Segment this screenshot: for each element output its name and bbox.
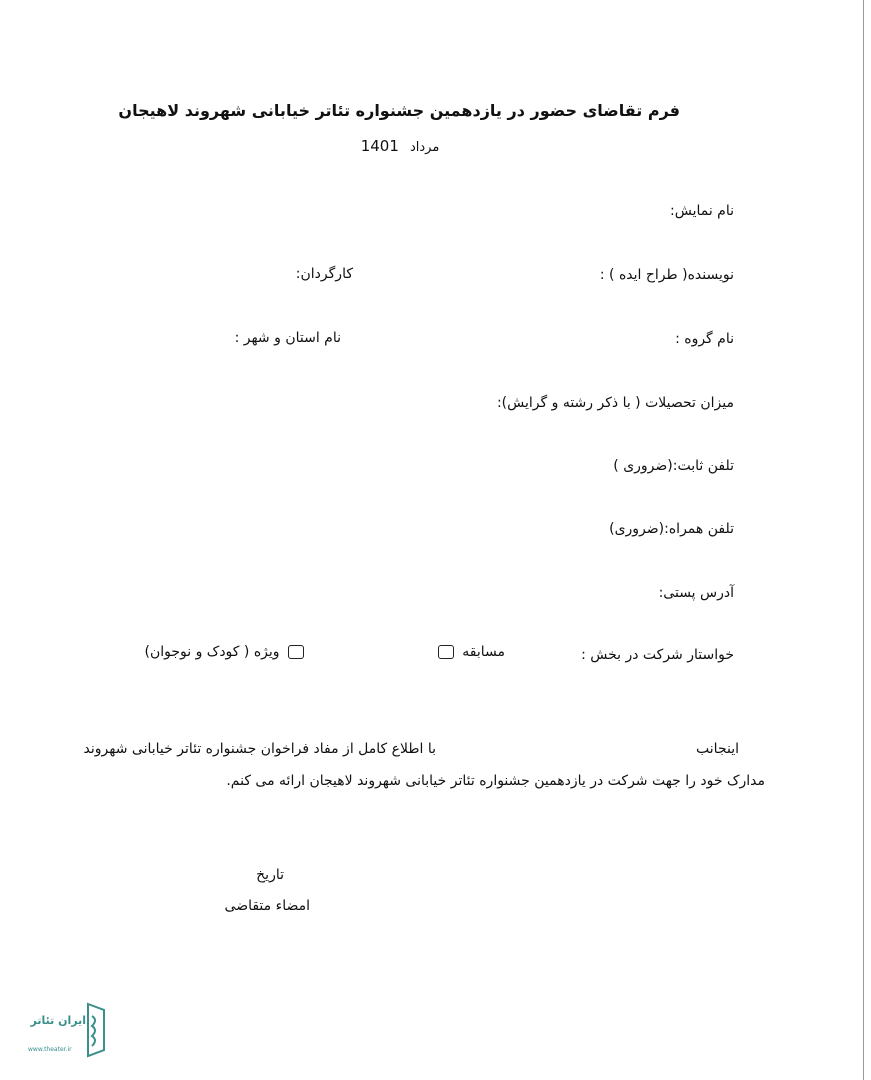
section-choice-label: خواستار شرکت در بخش : [581, 647, 734, 663]
date-label: تاریخ [256, 867, 284, 883]
special-option-label: ویژه ( کودک و نوجوان) [144, 644, 280, 660]
form-title: فرم تقاضای حضور در یازدهمین جشنواره تئاتر خیابانی شهروند لاهیجان [118, 101, 680, 120]
form-date [300, 136, 500, 155]
landline-label: تلفن ثابت:(ضروری ) [613, 458, 734, 474]
watermark-logo [28, 1000, 118, 1060]
special-option[interactable] [144, 644, 308, 660]
page-edge-divider [863, 0, 864, 1080]
watermark-text: ایران تئاتر [30, 1014, 86, 1027]
declaration-line-1: با اطلاع کامل از مفاد فراخوان جشنواره تئاتر خیابانی شهروند [83, 741, 436, 757]
group-name-label: نام گروه : [675, 331, 734, 347]
signature-label: امضاء متقاضی [224, 898, 310, 914]
watermark-subtext: www.theater.ir [28, 1046, 72, 1053]
form-year: 1401 [360, 137, 399, 155]
mobile-label: تلفن همراه:(ضروری) [609, 521, 734, 537]
competition-option[interactable] [434, 644, 505, 660]
undersigned-label: اینجانب [696, 741, 739, 757]
postal-address-label: آدرس پستی: [658, 585, 734, 601]
education-label: میزان تحصیلات ( با ذکر رشته و گرایش): [496, 395, 734, 411]
writer-label: نویسنده( طراح ایده ) : [599, 267, 734, 283]
competition-option-label: مسابقه [462, 644, 505, 660]
special-checkbox[interactable] [288, 645, 304, 659]
competition-checkbox[interactable] [438, 645, 454, 659]
declaration-line-2: مدارک خود را جهت شرکت در یازدهمین جشنواره تئاتر خیابانی شهروند لاهیجان ارائه می کنم. [226, 773, 765, 789]
form-month: مرداد [409, 140, 440, 155]
province-city-label: نام استان و شهر : [234, 330, 341, 346]
show-name-label: نام نمایش: [670, 203, 734, 219]
director-label: کارگردان: [295, 266, 353, 282]
